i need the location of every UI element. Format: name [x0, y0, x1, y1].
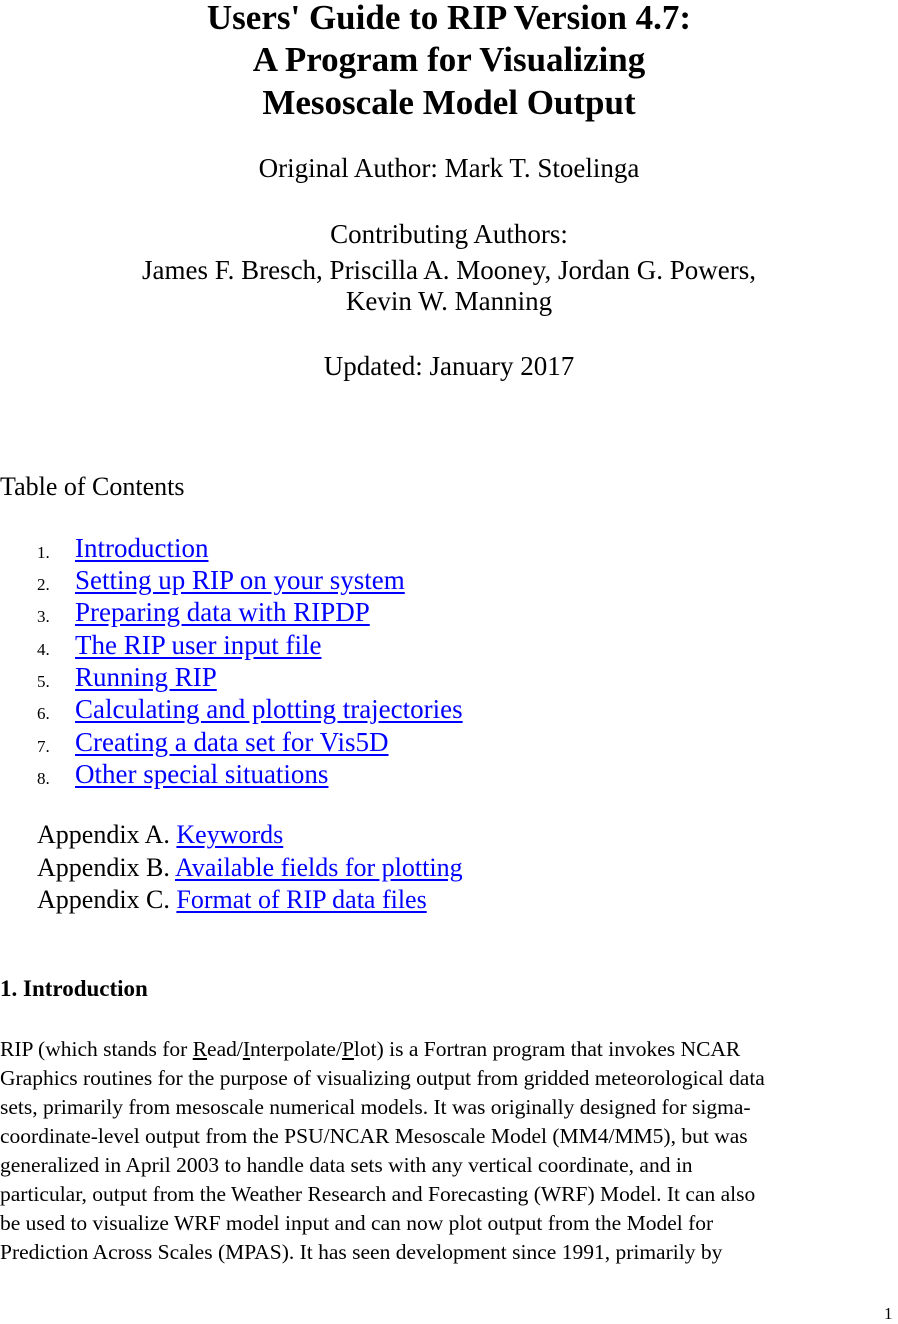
underlined-letter: P: [341, 1037, 354, 1061]
paragraph-line: generalized in April 2003 to handle data sets with any vertical coordinate, and in: [0, 1153, 693, 1177]
toc-item-number: 6.: [37, 704, 50, 723]
paragraph-line: be used to visualize WRF model input and can now plot output from the Model for: [0, 1211, 714, 1235]
paragraph-line: Graphics routines for the purpose of visualizing output from gridded meteorological data: [0, 1066, 765, 1090]
appendix-b-prefix: Appendix B.: [37, 853, 170, 882]
appendix-b: [37, 852, 463, 884]
paragraph-line: sets, primarily from mesoscale numerical models. It was originally designed for sigma-: [0, 1095, 751, 1119]
toc-link-introduction[interactable]: Introduction: [75, 533, 209, 563]
toc-link-ripdp[interactable]: Preparing data with RIPDP: [75, 597, 370, 627]
toc-link-special-situations[interactable]: Other special situations: [75, 759, 329, 789]
appendix-a: [37, 819, 283, 851]
appendix-a-prefix: Appendix A.: [37, 820, 170, 849]
toc-link-trajectories[interactable]: Calculating and plotting trajectories: [75, 694, 463, 724]
toc-item-number: 2.: [37, 575, 50, 594]
toc-link-user-input-file[interactable]: The RIP user input file: [75, 630, 322, 660]
introduction-paragraph: [0, 1035, 898, 1267]
doc-title-line-3: Mesoscale Model Output: [262, 83, 636, 122]
paragraph-text: lot) is a Fortran program that invokes NCAR: [353, 1037, 741, 1061]
appendix-c-prefix: Appendix C.: [37, 885, 170, 914]
underlined-letter: R: [192, 1037, 208, 1061]
contributing-authors-line-2: Kevin W. Manning: [345, 286, 553, 316]
toc-item-number: 3.: [37, 607, 50, 626]
page-number: 1: [884, 1304, 893, 1323]
toc-heading: Table of Contents: [0, 472, 185, 501]
paragraph-line: [0, 1035, 898, 1064]
contributing-authors-line-1: James F. Bresch, Priscilla A. Mooney, Jordan G. Powers,: [141, 255, 757, 285]
section-heading-introduction: 1. Introduction: [0, 976, 148, 1001]
toc-item-number: 4.: [37, 640, 50, 659]
toc-link-setting-up[interactable]: Setting up RIP on your system: [75, 565, 405, 595]
toc-item-number: 1.: [37, 543, 50, 562]
toc-item-number: 8.: [37, 769, 50, 788]
toc-link-running-rip[interactable]: Running RIP: [75, 662, 217, 692]
paragraph-text: ead/: [207, 1037, 243, 1061]
paragraph-line: coordinate-level output from the PSU/NCAR Mesoscale Model (MM4/MM5), but was: [0, 1124, 748, 1148]
toc-item-number: 5.: [37, 672, 50, 691]
contributing-authors-label: Contributing Authors:: [330, 219, 568, 249]
original-author: Original Author: Mark T. Stoelinga: [258, 153, 640, 183]
appendix-b-link-available-fields[interactable]: Available fields for plotting: [174, 853, 463, 882]
paragraph-line: particular, output from the Weather Research and Forecasting (WRF) Model. It can also: [0, 1182, 756, 1206]
appendix-c-link-data-format[interactable]: Format of RIP data files: [176, 885, 427, 914]
toc-link-vis5d[interactable]: Creating a data set for Vis5D: [75, 727, 389, 757]
underlined-letter: I: [242, 1037, 251, 1061]
doc-title-line-1: Users' Guide to RIP Version 4.7:: [206, 0, 692, 37]
doc-title-line-2: A Program for Visualizing: [252, 40, 646, 79]
paragraph-text: RIP (which stands for: [0, 1037, 193, 1061]
updated-date: Updated: January 2017: [323, 351, 575, 381]
paragraph-text: nterpolate/: [250, 1037, 342, 1061]
toc-item-number: 7.: [37, 737, 50, 756]
paragraph-line: Prediction Across Scales (MPAS). It has seen development since 1991, primarily by: [0, 1240, 723, 1264]
appendix-c: [37, 884, 427, 916]
appendix-a-link-keywords[interactable]: Keywords: [176, 820, 284, 849]
